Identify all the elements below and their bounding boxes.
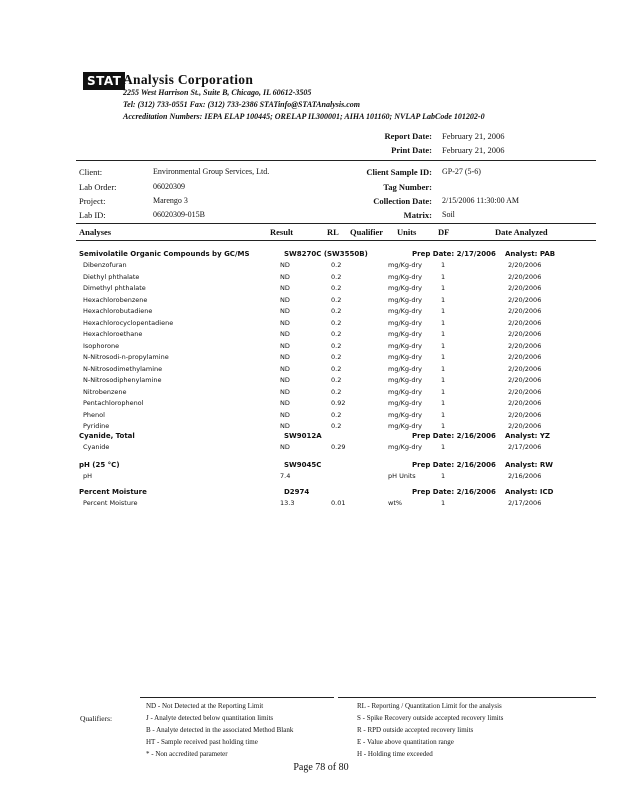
analyte-rl: 0.01 [331,499,346,507]
analyte-date: 2/20/2006 [508,295,542,304]
analyte-rl: 0.2 [331,284,342,292]
analyte-result: ND [280,399,290,407]
col-rl: RL [327,227,339,237]
analyte-df: 1 [441,422,446,430]
group-prep-date: Prep Date: 2/16/2006 [412,432,496,440]
analyte-df: 1 [441,399,446,407]
analyte-name: N-Nitrosodi-n-propylamine [83,353,169,361]
analyte-df: 1 [441,410,446,419]
result-row [79,365,599,376]
analyte-date: 2/20/2006 [508,284,542,292]
analyte-df: 1 [441,307,446,315]
analyte-name: Pyridine [83,422,110,430]
group-analyst: Analyst: PAB [505,250,556,258]
analyte-units: mg/Kg-dry [388,353,423,361]
divider-top [76,160,596,161]
analyte-name: Isophorone [83,341,120,350]
analyte-name: N-Nitrosodimethylamine [83,364,163,373]
qualifier-note: * - Non accredited parameter [146,750,228,758]
analyte-units: mg/Kg-dry [388,307,423,315]
analyte-units: mg/Kg-dry [388,364,423,373]
analyte-units: mg/Kg-dry [388,261,423,269]
stat-logo: STAT [83,72,125,90]
group-method: SW9045C [284,461,322,469]
analyte-name: Dibenzofuran [83,261,127,269]
qualifier-note: ND - Not Detected at the Reporting Limit [146,702,264,710]
analyte-df: 1 [441,353,446,361]
print-date-label: Print Date: [391,145,432,155]
group-analyst: Analyst: YZ [505,432,550,440]
analyte-rl: 0.2 [331,387,342,396]
analyte-date: 2/16/2006 [508,472,542,480]
analyte-date: 2/20/2006 [508,399,542,407]
matrix-label: Matrix: [403,210,432,220]
analyte-result: ND [280,295,290,304]
project-value: Marengo 3 [153,196,188,205]
analyte-units: mg/Kg-dry [388,330,423,338]
analyte-units: mg/Kg-dry [388,443,423,451]
client-sample-value: GP-27 (5-6) [442,167,481,176]
col-qualifier: Qualifier [350,227,384,237]
analyte-result: ND [280,422,290,430]
analyte-result: ND [280,353,290,361]
analyte-date: 2/20/2006 [508,307,542,315]
analyte-name: N-Nitrosodiphenylamine [83,376,162,384]
qualifiers-label: Qualifiers: [80,714,113,723]
qualifier-note: H - Holding time exceeded [357,750,433,758]
analyte-date: 2/20/2006 [508,410,542,419]
analyte-name: Hexachlorobutadiene [83,307,153,315]
analyte-rl: 0.2 [331,341,342,350]
divider-mid [76,223,596,224]
analyte-name: Hexachloroethane [83,330,143,338]
analyte-result: ND [280,364,290,373]
group-name: Cyanide, Total [79,432,135,440]
col-units: Units [397,227,417,237]
analyte-date: 2/20/2006 [508,387,542,396]
analyte-date: 2/20/2006 [508,272,542,281]
analyte-rl: 0.2 [331,376,342,384]
print-date: February 21, 2006 [442,145,505,155]
analyte-units: mg/Kg-dry [388,376,423,384]
qualifier-note: B - Analyte detected in the associated Method Blank [146,726,294,734]
analyte-df: 1 [441,295,446,304]
analyte-df: 1 [441,443,446,451]
analyte-rl: 0.2 [331,422,342,430]
analyte-df: 1 [441,330,446,338]
analyte-df: 1 [441,284,446,292]
group-analyst: Analyst: RW [505,461,553,469]
result-row [79,330,599,341]
analyte-df: 1 [441,341,446,350]
analyte-units: pH Units [388,472,416,480]
client-value: Environmental Group Services, Ltd. [153,167,270,176]
analyte-df: 1 [441,364,446,373]
accreditation-numbers: Accreditation Numbers: IEPA ELAP 100445; ORELAP IL300001; AIHA 101160; NVLAP LabCode 101202-0 [123,112,485,121]
analyte-df: 1 [441,261,446,269]
analyte-units: mg/Kg-dry [388,387,423,396]
page-number: Page 78 of 80 [293,762,349,773]
group-method: SW8270C (SW3550B) [284,250,368,258]
analyte-units: mg/Kg-dry [388,295,423,304]
analyte-name: Hexachlorocyclopentadiene [83,318,174,327]
analyte-df: 1 [441,472,446,480]
result-row [79,376,599,387]
lab-order-label: Lab Order: [79,182,117,192]
company-name: Analysis Corporation [123,72,254,87]
analyte-df: 1 [441,376,446,384]
project-label: Project: [79,196,106,206]
qualifier-note: HT - Sample received past holding time [146,738,258,746]
analyte-result: ND [280,341,290,350]
analyte-units: mg/Kg-dry [388,410,423,419]
result-row [79,342,599,353]
group-analyst: Analyst: ICD [505,488,554,496]
analyte-name: Dimethyl phthalate [83,284,146,292]
group-name: Semivolatile Organic Compounds by GC/MS [79,250,250,258]
analyte-rl: 0.2 [331,353,342,361]
group-method: SW9012A [284,432,322,440]
analyte-result: ND [280,443,290,451]
qualifier-note: J - Analyte detected below quantitation limits [146,714,274,722]
analyte-name: pH [83,472,93,480]
divider-header [76,240,596,241]
analyte-rl: 0.2 [331,307,342,315]
analyte-units: mg/Kg-dry [388,399,423,407]
result-row [79,472,599,483]
result-row [79,273,599,284]
result-row [79,284,599,295]
group-method: D2974 [284,488,310,496]
analyte-date: 2/20/2006 [508,422,542,430]
group-name: Percent Moisture [79,488,147,496]
analyte-rl: 0.2 [331,261,342,269]
analyte-result: ND [280,410,290,419]
analyte-name: Nitrobenzene [83,387,127,396]
analyte-rl: 0.2 [331,364,342,373]
collection-date-label: Collection Date: [373,196,432,206]
result-row [79,307,599,318]
col-date-analyzed: Date Analyzed [495,227,548,237]
analyte-units: mg/Kg-dry [388,341,423,350]
qualifier-note: RL - Reporting / Quantitation Limit for the analysis [357,702,502,710]
result-row [79,319,599,330]
collection-date-value: 2/15/2006 11:30:00 AM [442,196,520,205]
analyte-rl: 0.92 [331,399,346,407]
analyte-date: 2/17/2006 [508,499,542,507]
result-row [79,411,599,422]
matrix-value: Soil [442,210,455,219]
analyte-name: Percent Moisture [83,499,138,507]
result-row [79,388,599,399]
analyte-date: 2/20/2006 [508,364,542,373]
analyte-result: ND [280,387,290,396]
analyte-rl: 0.29 [331,443,346,451]
analyte-name: Cyanide [83,443,110,451]
analyte-name: Hexachlorobenzene [83,295,148,304]
qualifier-note: S - Spike Recovery outside accepted recovery limits [357,714,504,722]
company-contact: Tel: (312) 733-0551 Fax: (312) 733-2386 STATinfo@STATAnalysis.com [123,100,360,109]
analyte-result: ND [280,376,290,384]
analyte-date: 2/20/2006 [508,330,542,338]
qualifier-note: E - Value above quantitation range [357,738,454,746]
analyte-date: 2/20/2006 [508,261,542,269]
footer-rule-left [140,697,334,698]
analyte-df: 1 [441,272,446,281]
analyte-result: ND [280,261,290,269]
analyte-result: ND [280,330,290,338]
group-prep-date: Prep Date: 2/16/2006 [412,461,496,469]
group-prep-date: Prep Date: 2/16/2006 [412,488,496,496]
analyte-rl: 0.2 [331,295,342,304]
analyte-name: Pentachlorophenol [83,399,144,407]
analyte-df: 1 [441,499,446,507]
analyte-result: ND [280,272,290,281]
analyte-rl: 0.2 [331,410,342,419]
analyte-result: ND [280,307,290,315]
group-name: pH (25 °C) [79,461,120,469]
analyte-date: 2/20/2006 [508,353,542,361]
analyte-date: 2/17/2006 [508,443,542,451]
lab-order-value: 06020309 [153,182,185,191]
col-result: Result [270,227,294,237]
analyte-df: 1 [441,387,446,396]
col-analyses: Analyses [79,227,112,237]
footer-rule-right [338,697,596,698]
result-row [79,296,599,307]
client-label: Client: [79,167,103,177]
analyte-rl: 0.2 [331,330,342,338]
col-df: DF [438,227,450,237]
analyte-units: mg/Kg-dry [388,272,423,281]
analyte-date: 2/20/2006 [508,341,542,350]
lab-id-value: 06020309-015B [153,210,205,219]
result-row [79,261,599,272]
analyte-rl: 0.2 [331,318,342,327]
analyte-result: ND [280,318,290,327]
analyte-units: wt% [388,499,403,507]
report-date-label: Report Date: [384,131,432,141]
qualifier-note: R - RPD outside accepted recovery limits [357,726,474,734]
company-address: 2255 West Harrison St., Suite B, Chicago, IL 60612-3505 [123,88,312,97]
report-date: February 21, 2006 [442,131,505,141]
analyte-name: Phenol [83,410,105,419]
analyte-result: ND [280,284,290,292]
tag-number-label: Tag Number: [383,182,432,192]
analyte-date: 2/20/2006 [508,376,542,384]
result-row [79,399,599,410]
analyte-units: mg/Kg-dry [388,318,423,327]
group-prep-date: Prep Date: 2/17/2006 [412,250,496,258]
analyte-result: 13.3 [280,499,295,507]
analyte-units: mg/Kg-dry [388,284,423,292]
analyte-df: 1 [441,318,446,327]
result-row [79,443,599,454]
client-sample-label: Client Sample ID: [366,167,432,177]
result-row [79,353,599,364]
analyte-units: mg/Kg-dry [388,422,423,430]
analyte-name: Diethyl phthalate [83,272,140,281]
analyte-rl: 0.2 [331,272,342,281]
analyte-result: 7.4 [280,472,291,480]
analyte-date: 2/20/2006 [508,318,542,327]
lab-id-label: Lab ID: [79,210,106,220]
result-row [79,499,599,510]
